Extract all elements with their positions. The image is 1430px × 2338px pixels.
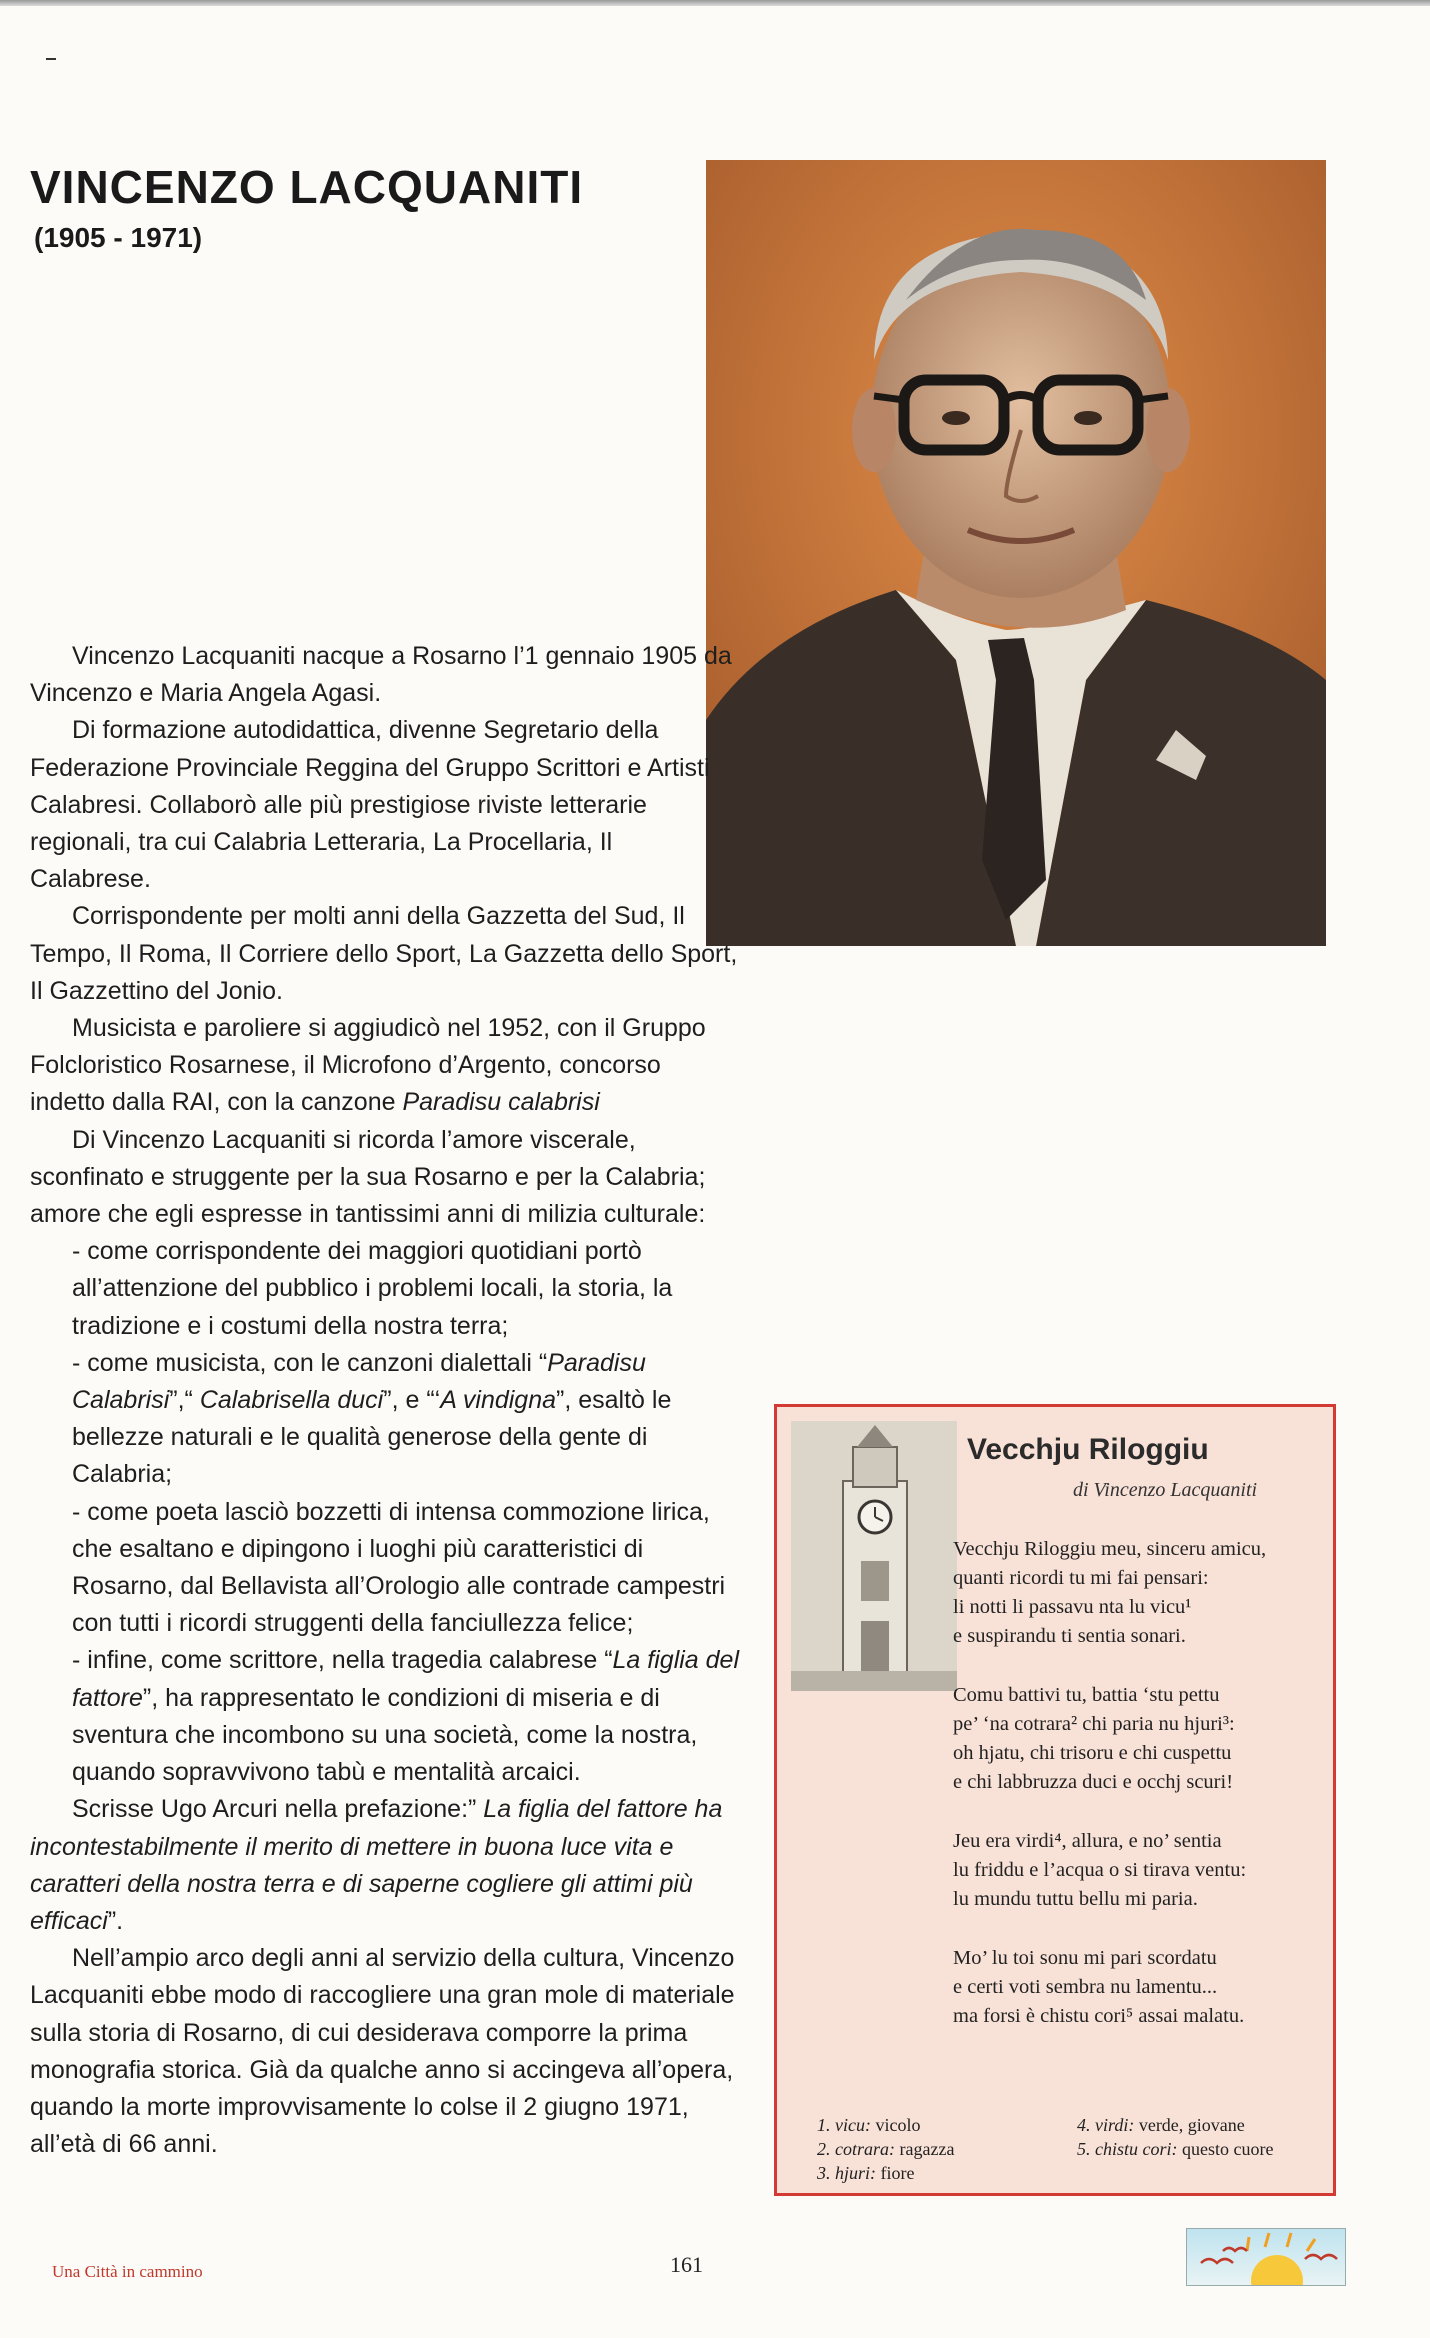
stanza-4	[953, 1944, 1333, 2031]
book-title-footer: Una Città in cammino	[52, 2262, 203, 2281]
sun-birds-logo	[1186, 2228, 1346, 2286]
biography-text	[30, 638, 740, 2163]
stanza-2	[953, 1681, 1333, 1797]
paragraph-birth: Vincenzo Lacquaniti nacque a Rosarno l’1 gennaio 1905 da Vincenzo e Maria Angela Agasi.	[30, 642, 732, 708]
poem-title: Vecchju Riloggiu	[967, 1433, 1209, 1466]
clock-tower-illustration	[791, 1421, 957, 1691]
item-musician-text-e: ”, e “‘	[383, 1386, 441, 1415]
item-musician	[30, 1345, 740, 1494]
preface-quote: La figlia del fattore ha incontestabilmente il merito di mettere in buona luce vita e caratteri della nostra terra e di saperne cogliere gli attimi più efficaci	[30, 1795, 723, 1935]
verse: Vecchju Riloggiu meu, sinceru amicu,	[953, 1538, 1267, 1560]
paragraph-preface	[30, 1791, 740, 1940]
preface-intro: Scrisse Ugo Arcuri nella prefazione:”	[72, 1795, 484, 1824]
footnote-number: 2.	[817, 2139, 831, 2159]
footnote-word: chistu cori:	[1095, 2139, 1178, 2159]
verse: lu mundu tuttu bellu mi paria.	[953, 1888, 1198, 1910]
item-musician-text-g: ”, esaltò le bellezze naturali e le qualità generose della gente di Calabria;	[72, 1386, 672, 1489]
item-writer-text-a: - infine, come scrittore, nella tragedia calabrese “	[72, 1646, 613, 1675]
verse: Jeu era virdi⁴, allura, e no’ sentia	[953, 1830, 1222, 1852]
page-mark	[46, 58, 56, 60]
footnote-meaning: verde, giovane	[1138, 2115, 1245, 2135]
footnote	[817, 2161, 1067, 2185]
paragraph-love: Di Vincenzo Lacquaniti si ricorda l’amore viscerale, sconfinato e struggente per la sua Rosarno e per la Calabria; amore che egli espresse in tantissimi anni di milizia culturale:	[30, 1125, 706, 1229]
paragraph-formation: Di formazione autodidattica, divenne Segretario della Federazione Provinciale Reggina del Gruppo Scrittori e Artisti Calabresi. Collaborò alle più prestigiose riviste letterarie regionali, tra cui Calabria Letteraria, La Procellaria, Il Calabrese.	[30, 716, 710, 894]
page-title: VINCENZO LACQUANITI	[30, 161, 584, 213]
verse: e certi voti sembra nu lamentu...	[953, 1976, 1218, 1998]
footnote-number: 3.	[817, 2163, 831, 2183]
footnote	[817, 2113, 1067, 2137]
verse: ma forsi è chistu cori⁵ assai malatu.	[953, 2005, 1245, 2027]
footnote-word: hjuri:	[835, 2163, 877, 2183]
verse: quanti ricordi tu mi fai pensari:	[953, 1567, 1209, 1589]
footnote-word: virdi:	[1095, 2115, 1135, 2135]
portrait-illustration	[706, 160, 1326, 946]
paragraph-correspondent: Corrispondente per molti anni della Gazzetta del Sud, Il Tempo, Il Roma, Il Corriere dello Sport, La Gazzetta dello Sport, Il Gazzettino del Jonio.	[30, 902, 738, 1005]
paragraph-death: Nell’ampio arco degli anni al servizio della cultura, Vincenzo Lacquaniti ebbe modo di raccogliere una gran mole di materiale sulla storia di Rosarno, di cui desiderava comporre la prima monografia storica. Già da qualche anno si accingeva all’opera, quando la morte improvvisamente lo colse il 2 giugno 1971, all’età di 66 anni.	[30, 1944, 735, 2159]
logo-illustration	[1187, 2229, 1345, 2285]
poem-box	[774, 1404, 1336, 2196]
footnote-meaning: vicolo	[875, 2115, 921, 2135]
item-writer	[30, 1642, 740, 1791]
footnote	[1077, 2137, 1317, 2161]
verse: Mo’ lu toi sonu mi pari scordatu	[953, 1947, 1217, 1969]
footnote-meaning: fiore	[880, 2163, 915, 2183]
footnote-word: cotrara:	[835, 2139, 895, 2159]
footnote	[817, 2137, 1067, 2161]
verse: e chi labbruzza duci e occhj scuri!	[953, 1771, 1234, 1793]
footnote-meaning: questo cuore	[1182, 2139, 1274, 2159]
stanza-3	[953, 1827, 1333, 1914]
footnotes-col-a	[817, 2113, 1067, 2185]
clock-tower-photo	[791, 1421, 957, 1691]
preface-close: ”.	[107, 1906, 124, 1935]
life-years: (1905 - 1971)	[34, 222, 203, 253]
verse: oh hjatu, chi trisoru e chi cuspettu	[953, 1742, 1232, 1764]
footnote	[1077, 2113, 1317, 2137]
verse: li notti li passavu nta lu vicu¹	[953, 1596, 1192, 1618]
item-musician-text-a: - come musicista, con le canzoni dialettali “	[72, 1348, 548, 1377]
portrait-photo	[706, 160, 1326, 946]
verse: e suspirandu ti sentia sonari.	[953, 1625, 1186, 1647]
top-rule	[0, 0, 1430, 6]
footnote-number: 5.	[1077, 2139, 1091, 2159]
item-writer-text-c: ”, ha rappresentato le condizioni di miseria e di sventura che incombono su una società, come la nostra, quando sopravvivono tabù e mentalità arcaici.	[72, 1683, 698, 1787]
footnotes-col-b	[1077, 2113, 1317, 2161]
item-correspondent: - come corrispondente dei maggiori quotidiani portò all’attenzione del pubblico i problemi locali, la storia, la tradizione e i costumi della nostra terra;	[72, 1237, 673, 1340]
footnote-number: 1.	[817, 2115, 831, 2135]
paragraph-musician	[30, 1010, 730, 1122]
song-vindigna: A vindigna	[440, 1386, 557, 1415]
verse: lu friddu e l’acqua o si tirava ventu:	[953, 1859, 1247, 1881]
song-paradisu: Paradisu Calabrisi	[72, 1348, 646, 1415]
song-calabrisella: Calabrisella duci	[199, 1386, 384, 1415]
musician-text: Musicista e paroliere si aggiudicò nel 1952, con il Gruppo Folcloristico Rosarnese, il Microfono d’Argento, concorso indetto dalla RAI, con la canzone	[30, 1014, 706, 1117]
item-poet: - come poeta lasciò bozzetti di intensa commozione lirica, che esaltano e dipingono i luoghi più caratteristici di Rosarno, dal Bellavista all’Orologio alle contrade campestri con tutti i ricordi struggenti della fanciullezza felice;	[72, 1497, 726, 1638]
song-title: Paradisu calabrisi	[402, 1088, 600, 1117]
stanza-1	[953, 1535, 1333, 1651]
footnote-meaning: ragazza	[899, 2139, 955, 2159]
footnote-word: vicu:	[835, 2115, 871, 2135]
tragedy-title: La figlia del fattore	[72, 1646, 740, 1712]
poem-author: di Vincenzo Lacquaniti	[1073, 1479, 1258, 1501]
poem-stanzas	[953, 1535, 1333, 2061]
verse: Comu battivi tu, battia ‘stu pettu	[953, 1684, 1220, 1706]
footnote-number: 4.	[1077, 2115, 1091, 2135]
page-number: 161	[670, 2252, 703, 2277]
verse: pe’ ‘na cotrara² chi paria nu hjuri³:	[953, 1713, 1235, 1735]
item-musician-text-c: ”,“	[169, 1386, 200, 1415]
